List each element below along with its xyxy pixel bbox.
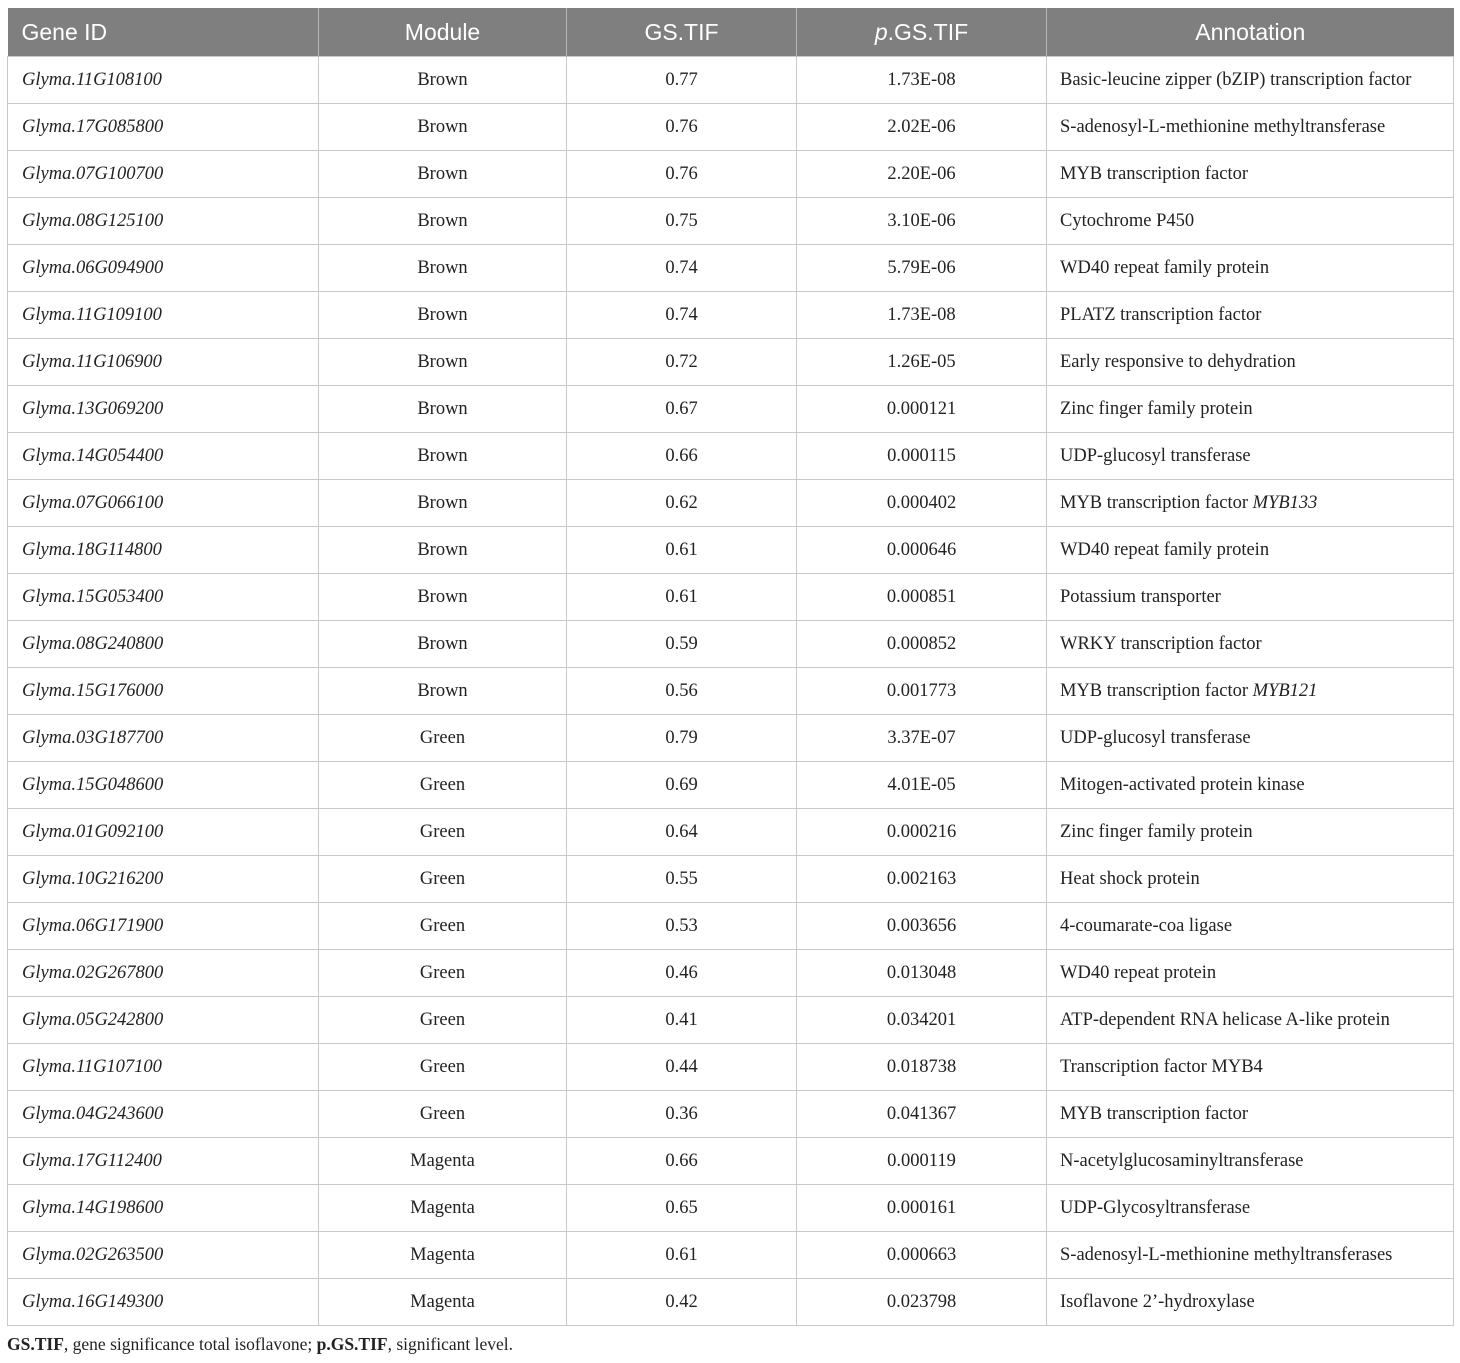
p-gs-tif-cell: 0.000663 — [797, 1232, 1047, 1279]
gs-tif-cell: 0.69 — [567, 762, 797, 809]
annotation-text: Cytochrome P450 — [1060, 210, 1195, 231]
gene-id-cell: Glyma.08G125100 — [8, 198, 319, 245]
gs-tif-cell: 0.61 — [567, 527, 797, 574]
annotation-text: WRKY transcription factor — [1060, 633, 1262, 654]
gs-tif-cell: 0.67 — [567, 386, 797, 433]
annotation-cell — [1047, 574, 1454, 621]
gs-tif-cell: 0.76 — [567, 104, 797, 151]
table-row — [8, 715, 1454, 762]
annotation-text: UDP-Glycosyltransferase — [1060, 1197, 1251, 1218]
gene-id-cell: Glyma.13G069200 — [8, 386, 319, 433]
table-row — [8, 1044, 1454, 1091]
annotation-cell — [1047, 1044, 1454, 1091]
table-row — [8, 386, 1454, 433]
module-cell: Magenta — [319, 1185, 567, 1232]
gene-id-cell: Glyma.11G106900 — [8, 339, 319, 386]
annotation-text: MYB transcription factor — [1060, 492, 1253, 513]
annotation-text: MYB transcription factor — [1060, 680, 1253, 701]
gs-tif-cell: 0.36 — [567, 1091, 797, 1138]
gene-id-cell: Glyma.15G053400 — [8, 574, 319, 621]
header-row — [8, 8, 1454, 57]
table-row — [8, 151, 1454, 198]
footnote-term2: p.GS.TIF — [316, 1334, 388, 1354]
gs-tif-cell: 0.41 — [567, 997, 797, 1044]
gene-id-cell: Glyma.08G240800 — [8, 621, 319, 668]
table-row — [8, 198, 1454, 245]
module-cell: Magenta — [319, 1232, 567, 1279]
p-gs-tif-cell: 0.000852 — [797, 621, 1047, 668]
annotation-text: Early responsive to dehydration — [1060, 351, 1296, 372]
p-gs-tif-cell: 0.003656 — [797, 903, 1047, 950]
p-gs-tif-cell: 0.041367 — [797, 1091, 1047, 1138]
p-gs-tif-cell: 0.002163 — [797, 856, 1047, 903]
table-row — [8, 1138, 1454, 1185]
table-row — [8, 574, 1454, 621]
table-row — [8, 104, 1454, 151]
footnote — [7, 1334, 513, 1355]
annotation-cell — [1047, 903, 1454, 950]
p-gs-tif-cell: 1.73E-08 — [797, 57, 1047, 104]
gs-tif-cell: 0.46 — [567, 950, 797, 997]
module-cell: Brown — [319, 668, 567, 715]
table-row — [8, 621, 1454, 668]
module-cell: Green — [319, 997, 567, 1044]
p-gs-tif-cell: 0.000115 — [797, 433, 1047, 480]
annotation-cell — [1047, 950, 1454, 997]
annotation-cell — [1047, 104, 1454, 151]
header-p-gs-tif — [797, 8, 1047, 57]
p-gs-tif-cell: 2.20E-06 — [797, 151, 1047, 198]
module-cell: Green — [319, 809, 567, 856]
p-gs-tif-cell: 1.73E-08 — [797, 292, 1047, 339]
p-gs-tif-cell: 0.000161 — [797, 1185, 1047, 1232]
gs-tif-cell: 0.74 — [567, 245, 797, 292]
annotation-text: Heat shock protein — [1060, 868, 1200, 889]
gene-id-cell: Glyma.11G108100 — [8, 57, 319, 104]
gene-id-cell: Glyma.02G267800 — [8, 950, 319, 997]
table-row — [8, 527, 1454, 574]
module-cell: Green — [319, 762, 567, 809]
p-gs-tif-cell: 0.001773 — [797, 668, 1047, 715]
gs-tif-cell: 0.64 — [567, 809, 797, 856]
table-row — [8, 245, 1454, 292]
annotation-text: 4-coumarate-coa ligase — [1060, 915, 1233, 936]
gs-tif-cell: 0.44 — [567, 1044, 797, 1091]
table-row — [8, 809, 1454, 856]
annotation-cell — [1047, 245, 1454, 292]
annotation-text: N-acetylglucosaminyltransferase — [1060, 1150, 1304, 1171]
annotation-text: Isoflavone 2’-hydroxylase — [1060, 1291, 1255, 1312]
annotation-cell — [1047, 1279, 1454, 1326]
annotation-text: S-adenosyl-L-methionine methyltransferases — [1060, 1244, 1393, 1265]
annotation-cell — [1047, 339, 1454, 386]
gene-id-cell: Glyma.14G198600 — [8, 1185, 319, 1232]
annotation-text: Mitogen-activated protein kinase — [1060, 774, 1305, 795]
gs-tif-cell: 0.53 — [567, 903, 797, 950]
module-cell: Green — [319, 903, 567, 950]
gs-tif-cell: 0.59 — [567, 621, 797, 668]
gs-tif-cell: 0.74 — [567, 292, 797, 339]
header-gs-tif: GS.TIF — [567, 8, 797, 57]
module-cell: Magenta — [319, 1279, 567, 1326]
gs-tif-cell: 0.65 — [567, 1185, 797, 1232]
gene-id-cell: Glyma.11G107100 — [8, 1044, 319, 1091]
gene-id-cell: Glyma.16G149300 — [8, 1279, 319, 1326]
table-row — [8, 950, 1454, 997]
annotation-cell — [1047, 1185, 1454, 1232]
annotation-cell — [1047, 480, 1454, 527]
gs-tif-cell: 0.56 — [567, 668, 797, 715]
gene-id-cell: Glyma.05G242800 — [8, 997, 319, 1044]
p-gs-tif-cell: 3.37E-07 — [797, 715, 1047, 762]
module-cell: Brown — [319, 198, 567, 245]
annotation-cell — [1047, 621, 1454, 668]
annotation-cell — [1047, 668, 1454, 715]
p-gs-tif-cell: 0.023798 — [797, 1279, 1047, 1326]
p-gs-tif-cell: 0.000851 — [797, 574, 1047, 621]
annotation-text: ATP-dependent RNA helicase A-like protein — [1060, 1009, 1390, 1030]
gene-id-cell: Glyma.03G187700 — [8, 715, 319, 762]
module-cell: Magenta — [319, 1138, 567, 1185]
p-gs-tif-cell: 2.02E-06 — [797, 104, 1047, 151]
annotation-text: WD40 repeat family protein — [1060, 539, 1270, 560]
table-row — [8, 1279, 1454, 1326]
module-cell: Brown — [319, 245, 567, 292]
gene-id-cell: Glyma.14G054400 — [8, 433, 319, 480]
gene-id-cell: Glyma.01G092100 — [8, 809, 319, 856]
module-cell: Green — [319, 950, 567, 997]
table-row — [8, 433, 1454, 480]
gs-tif-cell: 0.42 — [567, 1279, 797, 1326]
p-gs-tif-cell: 0.000402 — [797, 480, 1047, 527]
annotation-cell — [1047, 433, 1454, 480]
gs-tif-cell: 0.77 — [567, 57, 797, 104]
gene-id-cell: Glyma.17G112400 — [8, 1138, 319, 1185]
annotation-cell — [1047, 386, 1454, 433]
gs-tif-cell: 0.61 — [567, 1232, 797, 1279]
gs-tif-cell: 0.62 — [567, 480, 797, 527]
module-cell: Brown — [319, 527, 567, 574]
annotation-text: PLATZ transcription factor — [1060, 304, 1262, 325]
table-row — [8, 762, 1454, 809]
table-row — [8, 57, 1454, 104]
gene-id-cell: Glyma.07G100700 — [8, 151, 319, 198]
module-cell: Brown — [319, 621, 567, 668]
p-gs-tif-cell: 1.26E-05 — [797, 339, 1047, 386]
table-row — [8, 339, 1454, 386]
annotation-cell — [1047, 292, 1454, 339]
annotation-text: Potassium transporter — [1060, 586, 1221, 607]
module-cell: Brown — [319, 57, 567, 104]
gene-id-cell: Glyma.04G243600 — [8, 1091, 319, 1138]
table-row — [8, 1232, 1454, 1279]
annotation-cell — [1047, 151, 1454, 198]
module-cell: Brown — [319, 386, 567, 433]
table-body — [8, 57, 1454, 1326]
table-row — [8, 1091, 1454, 1138]
annotation-text: UDP-glucosyl transferase — [1060, 445, 1251, 466]
annotation-cell — [1047, 809, 1454, 856]
gs-tif-cell: 0.61 — [567, 574, 797, 621]
annotation-text: WD40 repeat protein — [1060, 962, 1217, 983]
p-gs-tif-cell: 4.01E-05 — [797, 762, 1047, 809]
annotation-cell — [1047, 856, 1454, 903]
table-row — [8, 480, 1454, 527]
annotation-text: Zinc finger family protein — [1060, 821, 1253, 842]
gs-tif-cell: 0.76 — [567, 151, 797, 198]
header-annotation: Annotation — [1047, 8, 1454, 57]
footnote-def1: , gene significance total isoflavone; — [63, 1334, 317, 1354]
annotation-cell — [1047, 762, 1454, 809]
p-gs-tif-cell: 3.10E-06 — [797, 198, 1047, 245]
annotation-text: UDP-glucosyl transferase — [1060, 727, 1251, 748]
annotation-text: S-adenosyl-L-methionine methyltransferase — [1060, 116, 1386, 137]
annotation-text: Zinc finger family protein — [1060, 398, 1253, 419]
gs-tif-cell: 0.55 — [567, 856, 797, 903]
header-p-suffix: .GS.TIF — [887, 18, 969, 45]
gene-id-cell: Glyma.18G114800 — [8, 527, 319, 574]
p-gs-tif-cell: 5.79E-06 — [797, 245, 1047, 292]
annotation-cell — [1047, 198, 1454, 245]
p-gs-tif-cell: 0.000121 — [797, 386, 1047, 433]
gene-table — [7, 8, 1454, 1326]
annotation-gene-symbol: MYB121 — [1252, 680, 1318, 701]
annotation-cell — [1047, 1232, 1454, 1279]
module-cell: Brown — [319, 574, 567, 621]
p-gs-tif-cell: 0.000216 — [797, 809, 1047, 856]
gene-id-cell: Glyma.07G066100 — [8, 480, 319, 527]
module-cell: Brown — [319, 151, 567, 198]
gs-tif-cell: 0.79 — [567, 715, 797, 762]
table-container — [7, 8, 1453, 1326]
module-cell: Green — [319, 1091, 567, 1138]
module-cell: Green — [319, 1044, 567, 1091]
annotation-text: WD40 repeat family protein — [1060, 257, 1270, 278]
gene-id-cell: Glyma.10G216200 — [8, 856, 319, 903]
annotation-text: MYB transcription factor — [1060, 163, 1249, 184]
gene-id-cell: Glyma.06G094900 — [8, 245, 319, 292]
table-row — [8, 668, 1454, 715]
module-cell: Brown — [319, 339, 567, 386]
header-gene-id: Gene ID — [8, 8, 319, 57]
p-gs-tif-cell: 0.000119 — [797, 1138, 1047, 1185]
gene-id-cell: Glyma.11G109100 — [8, 292, 319, 339]
table-row — [8, 292, 1454, 339]
p-gs-tif-cell: 0.034201 — [797, 997, 1047, 1044]
footnote-term1: GS.TIF — [7, 1334, 64, 1354]
annotation-cell — [1047, 527, 1454, 574]
module-cell: Green — [319, 715, 567, 762]
footnote-def2: , significant level. — [387, 1334, 513, 1354]
module-cell: Green — [319, 856, 567, 903]
module-cell: Brown — [319, 292, 567, 339]
gene-id-cell: Glyma.17G085800 — [8, 104, 319, 151]
gs-tif-cell: 0.72 — [567, 339, 797, 386]
table-row — [8, 1185, 1454, 1232]
table-row — [8, 856, 1454, 903]
table-row — [8, 997, 1454, 1044]
module-cell: Brown — [319, 480, 567, 527]
annotation-cell — [1047, 715, 1454, 762]
annotation-cell — [1047, 1138, 1454, 1185]
gs-tif-cell: 0.66 — [567, 433, 797, 480]
gs-tif-cell: 0.66 — [567, 1138, 797, 1185]
gene-id-cell: Glyma.06G171900 — [8, 903, 319, 950]
p-gs-tif-cell: 0.013048 — [797, 950, 1047, 997]
gene-id-cell: Glyma.02G263500 — [8, 1232, 319, 1279]
annotation-gene-symbol: MYB133 — [1252, 492, 1318, 513]
header-p-prefix: p — [874, 18, 888, 45]
header-module: Module — [319, 8, 567, 57]
p-gs-tif-cell: 0.018738 — [797, 1044, 1047, 1091]
gene-id-cell: Glyma.15G048600 — [8, 762, 319, 809]
table-row — [8, 903, 1454, 950]
gs-tif-cell: 0.75 — [567, 198, 797, 245]
annotation-text: MYB transcription factor — [1060, 1103, 1249, 1124]
annotation-text: Transcription factor MYB4 — [1060, 1056, 1263, 1077]
p-gs-tif-cell: 0.000646 — [797, 527, 1047, 574]
annotation-cell — [1047, 57, 1454, 104]
annotation-cell — [1047, 1091, 1454, 1138]
module-cell: Brown — [319, 433, 567, 480]
annotation-text: Basic-leucine zipper (bZIP) transcription factor — [1060, 69, 1412, 90]
gene-id-cell: Glyma.15G176000 — [8, 668, 319, 715]
module-cell: Brown — [319, 104, 567, 151]
annotation-cell — [1047, 997, 1454, 1044]
